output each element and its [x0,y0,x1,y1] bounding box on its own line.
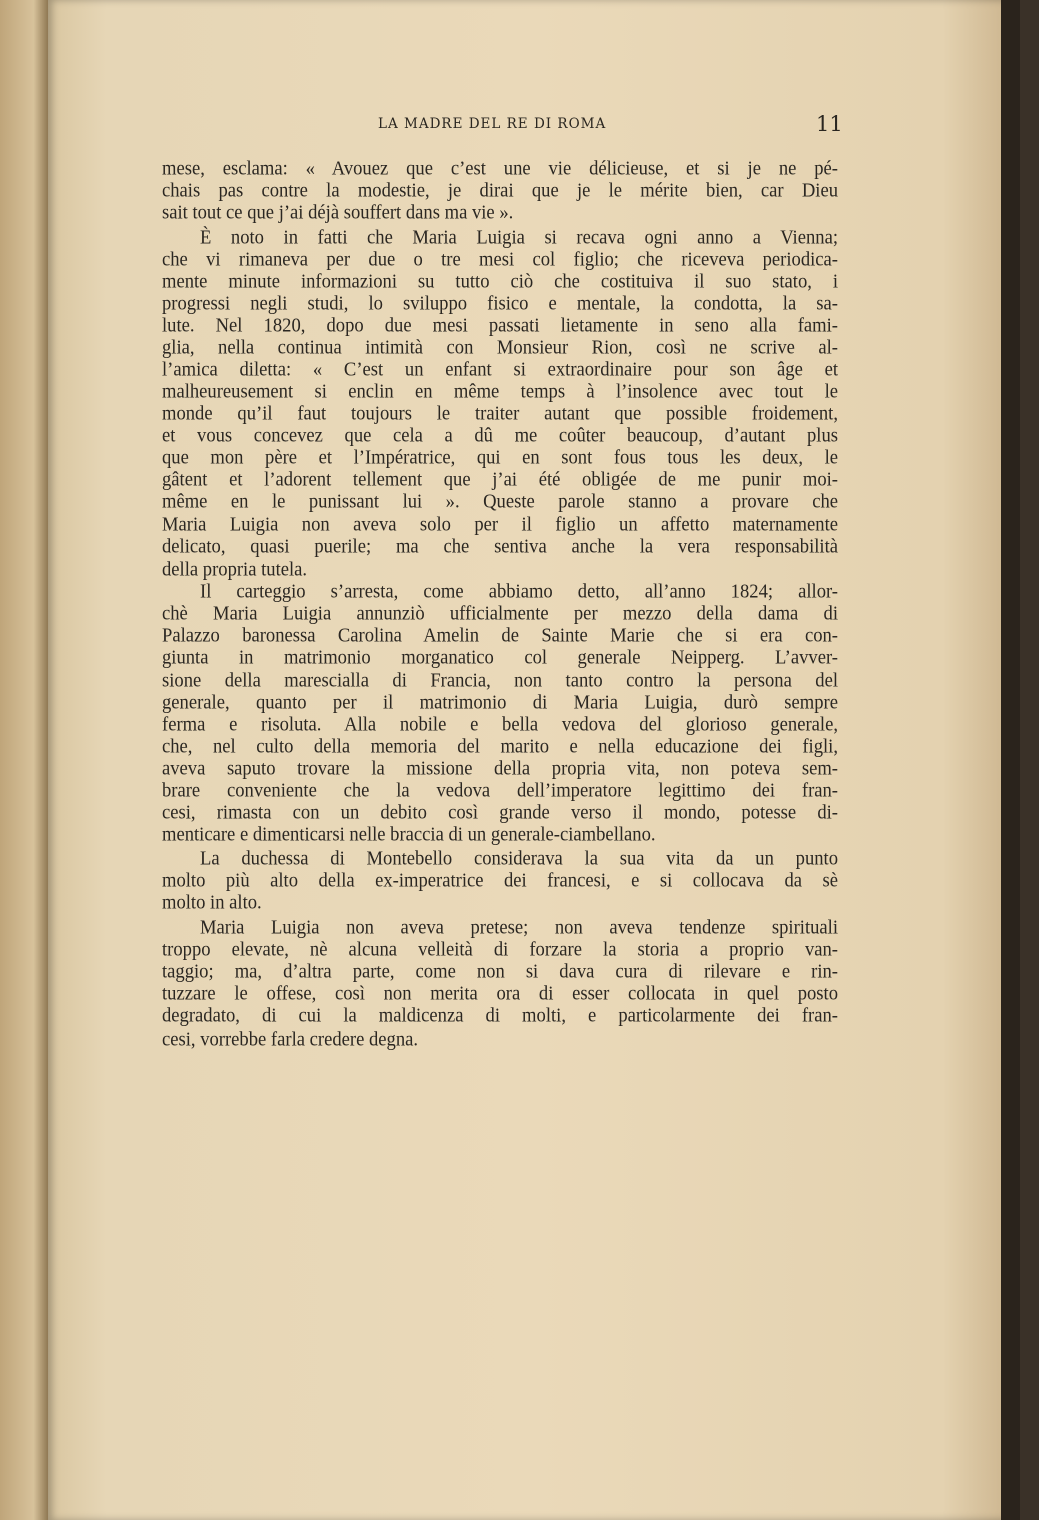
text-line: taggio; ma, d’altra parte, come non si dava cura di rilevare e rin- [162,960,838,984]
text-line: menticare e dimenticarsi nelle braccia di un generale-ciambellano. [162,823,656,847]
text-line: Maria Luigia non aveva solo per il figlio un affetto maternamente [162,513,838,537]
text-line: lute. Nel 1820, dopo due mesi passati lietamente in seno alla fami- [162,314,838,338]
text-line: cesi, vorrebbe farla credere degna. [162,1028,419,1052]
text-line: ferma e risoluta. Alla nobile e bella vedova del glorioso generale, [162,713,838,737]
page-number: 11 [816,112,843,136]
text-line: gâtent et l’adorent tellement que j’ai été obligée de me punir moi- [162,468,838,492]
text-line: degradato, di cui la maldicenza di molti, e particolarmente dei fran- [162,1004,838,1028]
text-line: brare conveniente che la vedova dell’imperatore legittimo dei fran- [162,779,838,803]
text-line: generale, quanto per il matrimonio di Maria Luigia, durò sempre [162,691,838,715]
text-line: mese, esclama: « Avouez que c’est une vie délicieuse, et si je ne pé- [162,157,838,181]
text-line: chè Maria Luigia annunziò ufficialmente per mezzo della dama di [162,602,838,626]
text-line: che, nel culto della memoria del marito e nella educazione dei figli, [162,735,838,759]
text-line: Il carteggio s’arresta, come abbiamo detto, all’anno 1824; allor- [200,580,838,604]
facing-page-edge [0,0,48,1520]
text-line: La duchessa di Montebello considerava la sua vita da un punto [200,847,838,871]
text-line: chais pas contre la modestie, je dirai que je le mérite bien, car Dieu [162,179,838,203]
text-line: progressi negli studi, lo sviluppo fisico e mentale, la condotta, la sa- [162,292,838,316]
text-line: cesi, rimasta con un debito così grande verso il mondo, potesse di- [162,801,838,825]
text-line: della propria tutela. [162,558,308,582]
text-line: sione della marescialla di Francia, non tanto contro la persona del [162,669,838,693]
text-line: molto in alto. [162,891,262,915]
text-line: tuzzare le offese, così non merita ora di esser collocata in quel posto [162,982,838,1006]
text-line: monde qu’il faut toujours le traiter autant que possible froidement, [162,402,838,426]
text-line: même en le punissant lui ». Queste parole stanno a provare che [162,490,838,514]
text-line: glia, nella continua intimità con Monsieur Rion, così ne scrive al- [162,336,838,360]
text-line: que mon père et l’Impératrice, qui en sont fous tous les deux, le [162,446,838,470]
text-line: troppo elevate, nè alcuna velleità di forzare la storia a proprio van- [162,938,838,962]
text-line: che vi rimaneva per due o tre mesi col figlio; che riceveva periodica- [162,248,838,272]
text-line: malheureusement si enclin en même temps à l’insolence avec tout le [162,380,838,404]
text-line: giunta in matrimonio morganatico col generale Neipperg. L’avver- [162,646,838,670]
text-line: delicato, quasi puerile; ma che sentiva anche la vera responsabilità [162,535,838,559]
text-line: mente minute informazioni su tutto ciò che costituiva il suo stato, i [162,270,838,294]
text-line: Palazzo baronessa Carolina Amelin de Sainte Marie che si era con- [162,624,838,648]
text-line: et vous concevez que cela a dû me coûter beaucoup, d’autant plus [162,424,838,448]
page-edge-shadow [1001,0,1020,1520]
text-line: aveva saputo trovare la missione della propria vita, non poteva sem- [162,757,838,781]
text-line: È noto in fatti che Maria Luigia si recava ogni anno a Vienna; [200,226,838,250]
running-title: LA MADRE DEL RE DI ROMA [378,116,607,132]
text-line: Maria Luigia non aveva pretese; non aveva tendenze spirituali [200,916,838,940]
text-line: molto più alto della ex-imperatrice dei francesi, e si collocava da sè [162,869,838,893]
text-line: sait tout ce que j’ai déjà souffert dans ma vie ». [162,201,514,225]
text-line: l’amica diletta: « C’est un enfant si extraordinaire pour son âge et [162,358,838,382]
